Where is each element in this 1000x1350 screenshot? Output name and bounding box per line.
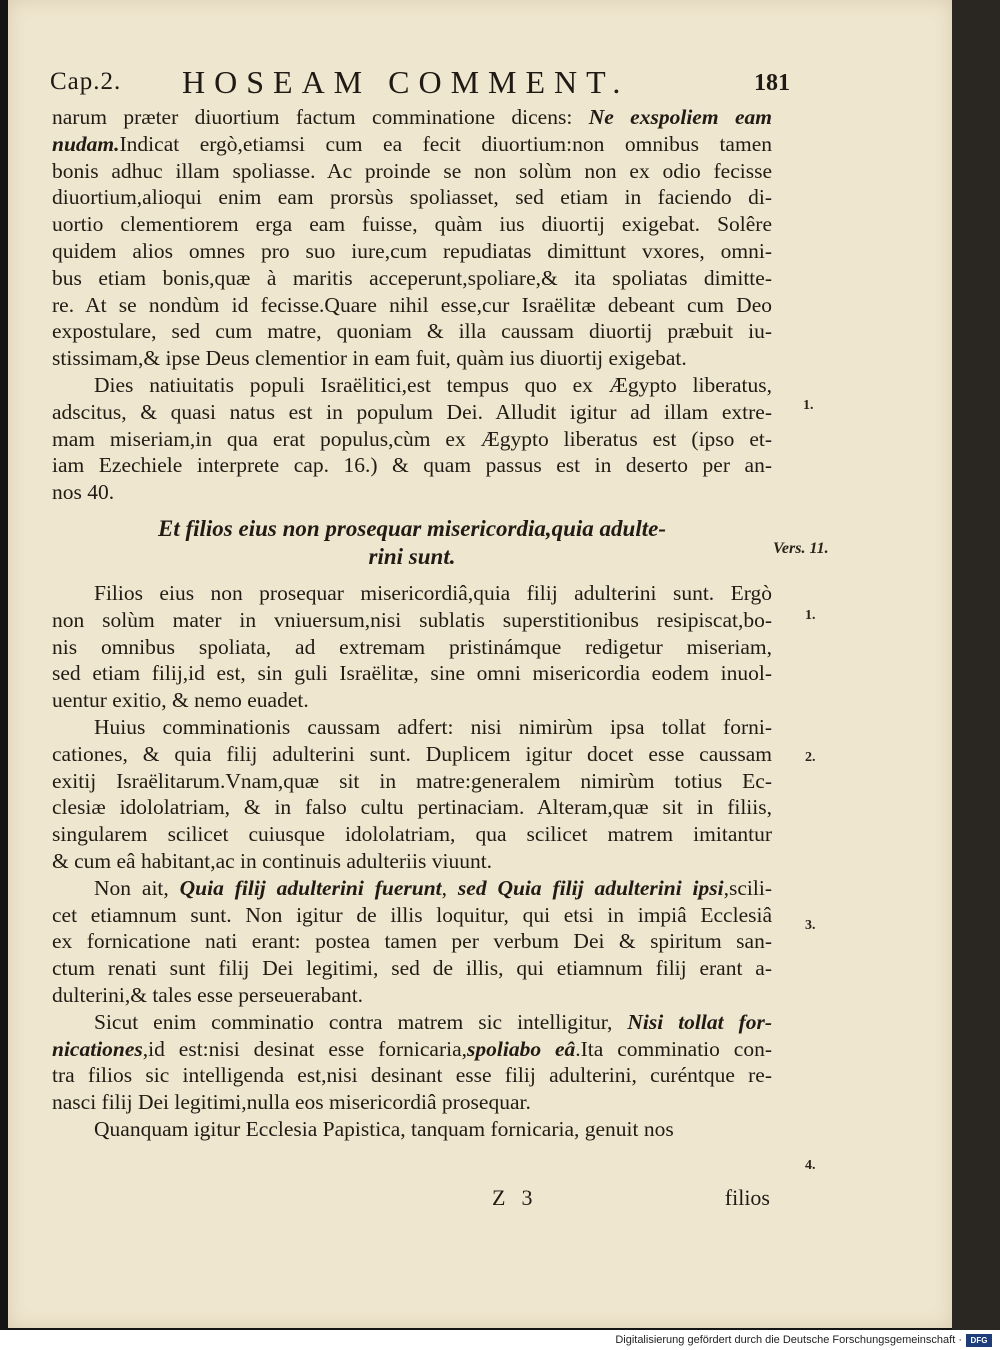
text-line <box>52 1089 772 1116</box>
text-line <box>52 607 772 634</box>
text-run: Filios eius non prosequar misericordiâ,quia filij adulterini sunt. Ergò <box>94 580 772 605</box>
text-line <box>52 452 772 479</box>
text-run: Huius comminationis caussam adfert: nisi nimirùm ipsa tollat forni- <box>94 714 772 739</box>
text-run: sed etiam filij,id est, sin guli Israëlitæ, sine omni misericordia eodem inuol- <box>52 661 772 686</box>
text-run: nasci filij Dei legitimi,nulla eos misericordiâ prosequar. <box>52 1090 531 1115</box>
text-run: dulterini,& tales esse perseuerabant. <box>52 982 364 1007</box>
margin-note-4: 4. <box>805 1158 816 1173</box>
running-head <box>50 64 790 106</box>
text-run: bonis adhuc illam spoliasse. Ac proinde se non solùm non ex odio fecisse <box>52 158 772 183</box>
text-line <box>52 399 772 426</box>
text-line <box>52 741 772 768</box>
text-run: bus etiam bonis,quæ à maritis acceperunt,spoliare,& ita spoliatas dimitte- <box>52 265 772 290</box>
paragraph <box>52 1116 772 1143</box>
text-run: Dies natiuitatis populi Israëlitici,est tempus quo ex Ægypto liberatus, <box>94 372 772 397</box>
text-run: adscitus, & quasi natus est in populum Dei. Alludit igitur ad illam extre- <box>52 399 772 424</box>
text-run: .Ita comminatio con- <box>575 1036 772 1061</box>
text-run: ,scili- <box>723 875 772 900</box>
text-run: Quanquam igitur Ecclesia Papistica, tanquam fornicaria, genuit nos <box>94 1116 674 1141</box>
text-run: singularem scilicet cuiusque idololatriam, qua scilicet matrem imitantur <box>52 822 772 847</box>
paragraph <box>52 580 772 714</box>
text-line <box>52 902 772 929</box>
paragraph <box>52 714 772 875</box>
text-run: clesiæ idololatriam, & in falso cultu pertinaciam. Alteram,quæ sit in filiis, <box>52 795 772 820</box>
text-line <box>52 1116 772 1143</box>
italic-quote: spoliabo eâ <box>467 1036 576 1061</box>
text-line <box>52 372 772 399</box>
italic-quote: sed Quia filij adulterini ipsi <box>457 875 724 900</box>
paragraph <box>52 372 772 506</box>
text-run: & cum eâ habitant,ac in continuis adulteriis viuunt. <box>52 848 493 873</box>
chapter-label: Cap.2. <box>50 68 122 95</box>
margin-note-3: 3. <box>805 918 816 933</box>
text-run: non solùm mater in vniuersum,nisi sublatis superstitionibus resipiscat,bo- <box>52 607 772 632</box>
text-line <box>52 238 772 265</box>
text-run: stissimam,& ipse Deus clementior in eam fuit, quàm ius diuortij exigebat. <box>52 346 687 371</box>
text-line <box>52 982 772 1009</box>
text-run: cet etiamnum sunt. Non igitur de illis loquitur, qui etsi in impiâ Ecclesiâ <box>52 902 772 927</box>
digitization-bar <box>0 1332 1000 1350</box>
text-block-after-heading <box>52 580 772 1143</box>
text-run: nos 40. <box>52 480 115 505</box>
text-line <box>52 426 772 453</box>
text-line <box>52 1062 772 1089</box>
signature-mark <box>492 1185 532 1211</box>
verse-heading-line: Et filios eius non prosequar misericordia,quia adulte- <box>158 515 666 541</box>
text-run: narum præter diuortium factum comminatione dicens: <box>52 105 589 129</box>
text-line <box>52 184 772 211</box>
text-line <box>52 479 772 506</box>
text-line <box>52 318 772 345</box>
paragraph <box>52 875 772 1009</box>
text-line <box>52 265 772 292</box>
margin-note-2: 2. <box>805 750 816 765</box>
text-line <box>52 768 772 795</box>
paragraph <box>52 104 772 372</box>
text-run: ,id est:nisi desinat esse fornicaria, <box>142 1036 468 1061</box>
digitization-credit: Digitalisierung gefördert durch die Deutsche Forschungsgemeinschaft · <box>615 1334 962 1346</box>
text-run: uentur exitio, & nemo euadet. <box>52 688 309 713</box>
signature-letter: Z <box>492 1185 506 1210</box>
margin-note-1b: 1. <box>805 608 816 623</box>
italic-quote: Ne exspoliem eam <box>588 105 772 129</box>
text-line <box>52 1036 772 1063</box>
text-run: tra filios sic intelligenda est,nisi desinant esse filij adulterini, curéntque re- <box>52 1063 772 1088</box>
text-run: , <box>441 875 458 900</box>
text-line <box>52 211 772 238</box>
italic-quote: Quia filij adulterini fuerunt <box>179 875 442 900</box>
body-text <box>52 104 772 1143</box>
margin-verse-note: Vers. 11. <box>773 540 829 557</box>
text-line <box>52 955 772 982</box>
text-run: ex fornicatione nati erant: postea tamen per verbum Dei & spiritum san- <box>52 929 772 954</box>
dfg-logo-icon: DFG <box>966 1334 992 1347</box>
running-title: HOSEAM COMMENT. <box>182 64 630 100</box>
text-line <box>52 104 772 131</box>
text-line <box>52 794 772 821</box>
text-line <box>52 345 772 372</box>
text-run: Sicut enim comminatio contra matrem sic intelligitur, <box>94 1009 628 1034</box>
verse-heading-line: rini sunt. <box>368 543 456 569</box>
text-line <box>52 580 772 607</box>
text-run: iam Ezechiele interprete cap. 16.) & quam passus est in deserto per an- <box>52 453 772 478</box>
text-run: uortio clementiorem erga eam fuisse, quàm ius diuortij exigebat. Solêre <box>52 212 772 237</box>
text-run: cationes, & quia filij adulterini sunt. Duplicem igitur docet esse caussam <box>52 741 772 766</box>
text-line <box>52 634 772 661</box>
italic-quote: nicationes <box>52 1036 143 1061</box>
text-run: mam miseriam,in qua erat populus,cùm ex Ægypto liberatus est (ipso et- <box>52 426 772 451</box>
text-run: Indicat ergò,etiamsi cum ea fecit diuortium:non omnibus tamen <box>119 131 772 156</box>
text-line <box>52 714 772 741</box>
text-line <box>52 848 772 875</box>
text-run: expostulare, sed cum matre, quoniam & illa caussam diuortij præbuit iu- <box>52 319 772 344</box>
text-block-before-heading <box>52 104 772 506</box>
page-footer <box>0 1185 770 1215</box>
page-number: 181 <box>754 70 790 96</box>
verse-heading <box>52 515 772 571</box>
text-line <box>52 660 772 687</box>
text-run: quidem alios omnes pro suo iure,cum repudiatas dimittunt vxores, omni- <box>52 238 772 263</box>
page-edge <box>952 0 1000 1330</box>
text-run: ctum renati sunt filij Dei legitimi, sed de illis, qui etiamnum filij erant a- <box>52 956 772 981</box>
text-run: exitij Israëlitarum.Vnam,quæ sit in matre:generalem nimirùm totius Ec- <box>52 768 772 793</box>
text-line <box>52 875 772 902</box>
text-line <box>52 131 772 158</box>
italic-quote: nudam. <box>52 131 120 156</box>
signature-number: 3 <box>521 1185 533 1210</box>
text-line <box>52 292 772 319</box>
text-run: re. At se nondùm id fecisse.Quare nihil esse,cur Israëlitæ debeant cum Deo <box>52 292 772 317</box>
text-line <box>52 1009 772 1036</box>
text-line <box>52 158 772 185</box>
text-line <box>52 928 772 955</box>
text-run: diuortium,alioqui enim eam prorsùs spoliasset, sed etiam in faciendo di- <box>52 185 772 210</box>
text-line <box>52 821 772 848</box>
italic-quote: Nisi tollat for- <box>627 1009 773 1034</box>
paragraph <box>52 1009 772 1116</box>
text-run: nis omnibus spoliata, ad extremam pristinámque redigetur miseriam, <box>52 634 772 659</box>
margin-note-1: 1. <box>803 398 814 413</box>
text-line <box>52 687 772 714</box>
text-run: Non ait, <box>94 875 180 900</box>
catchword: filios <box>724 1185 770 1210</box>
